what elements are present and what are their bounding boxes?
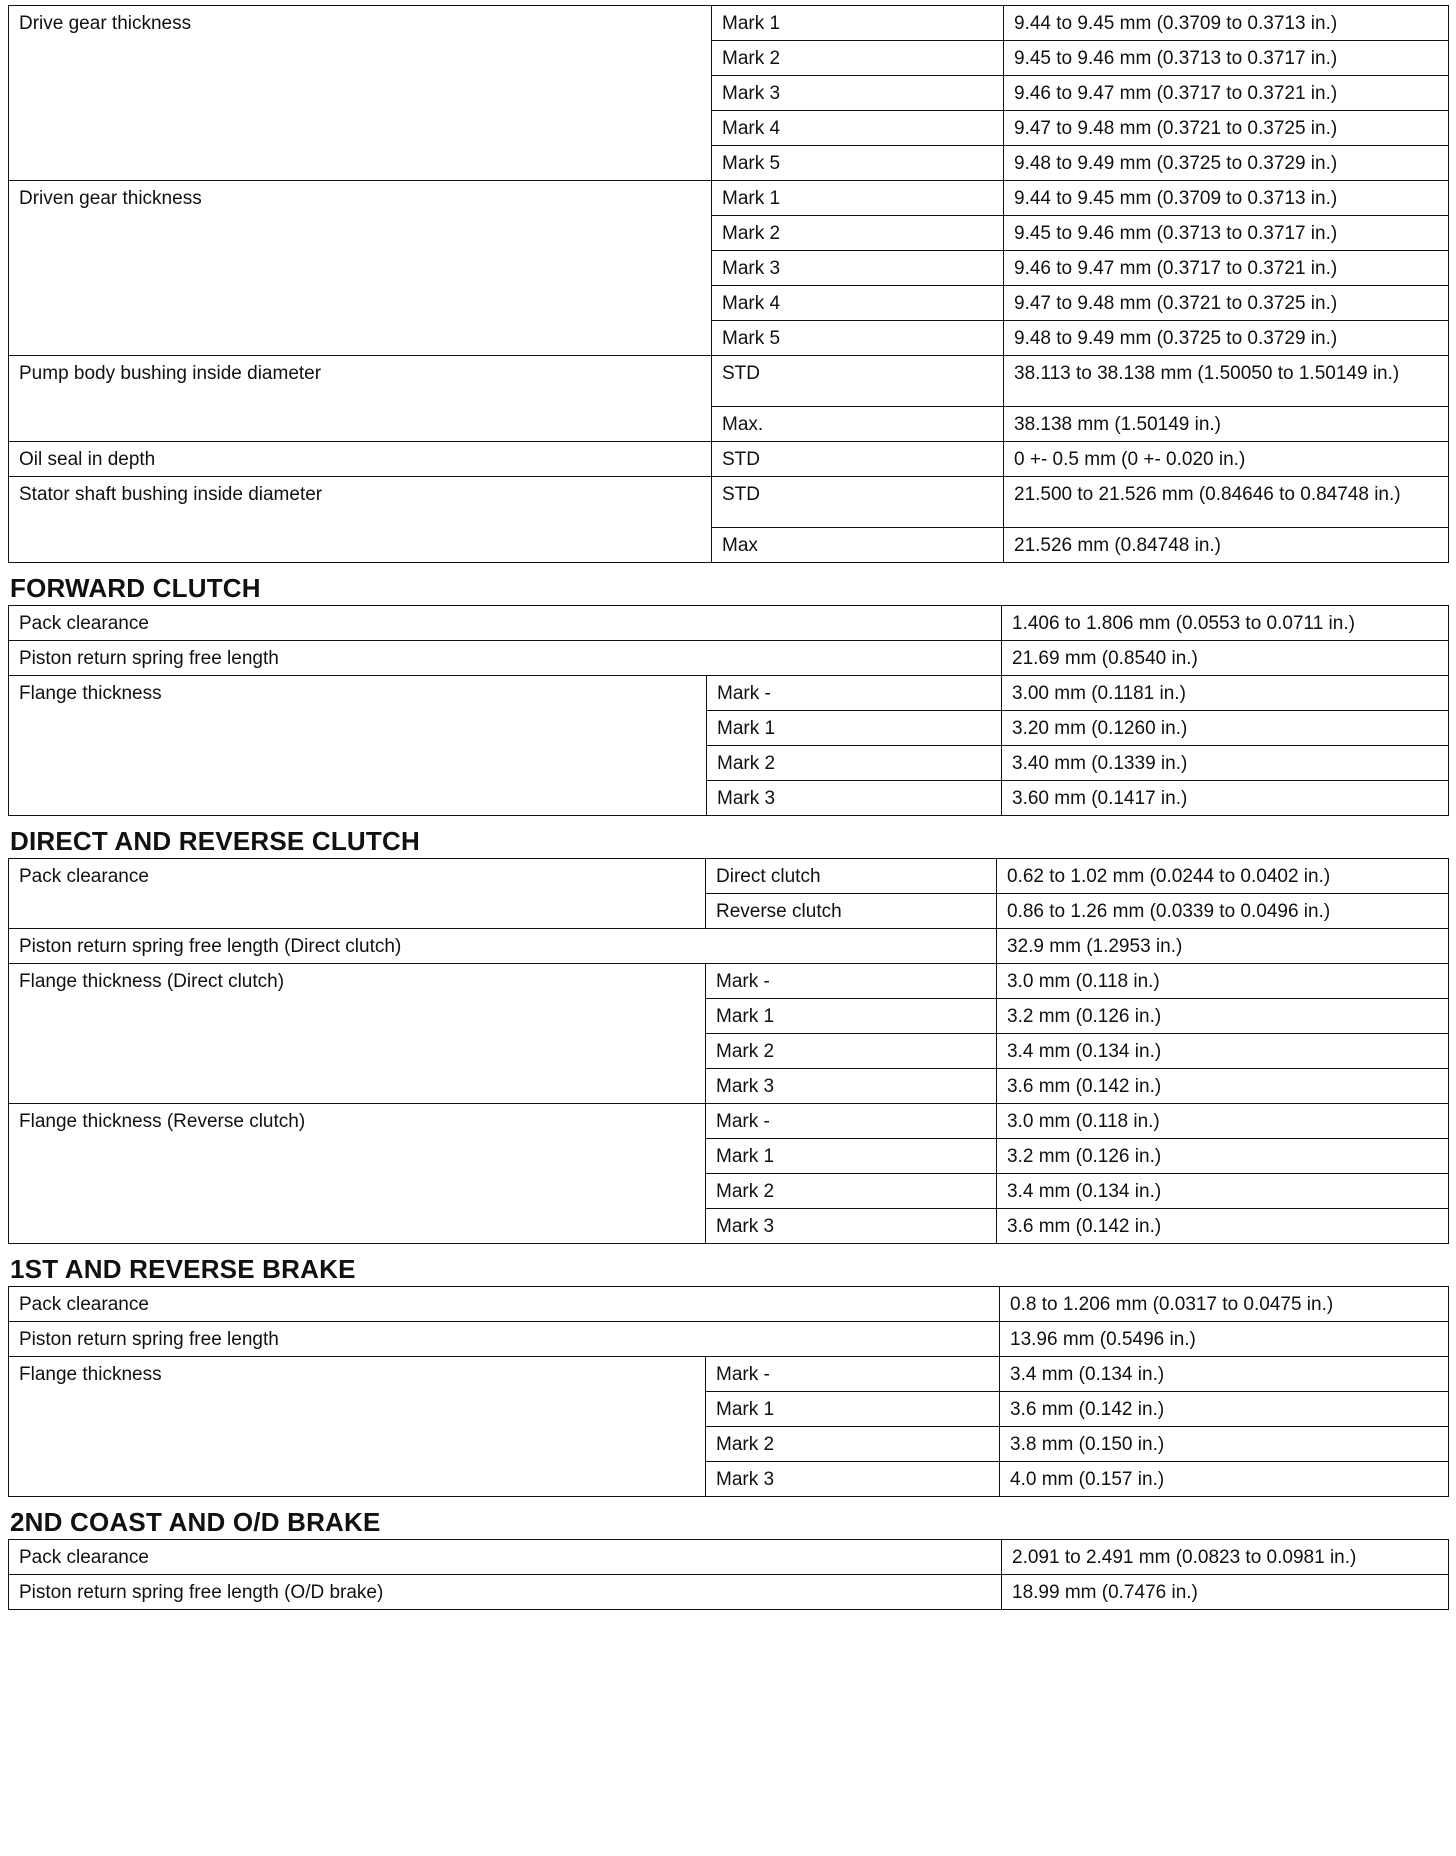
value-cell: 9.48 to 9.49 mm (0.3725 to 0.3729 in.) [1004,321,1449,356]
second-coast-od-brake-heading: 2ND COAST AND O/D BRAKE [10,1507,381,1537]
mark-cell: Mark 2 [706,1174,997,1209]
pack-clearance-label: Pack clearance [9,1287,1000,1322]
mark-cell: Mark - [706,964,997,999]
mark-cell: Mark - [706,1357,1000,1392]
value-cell: 9.47 to 9.48 mm (0.3721 to 0.3725 in.) [1004,111,1449,146]
table-row [9,1575,1449,1610]
table-row [9,356,1449,407]
forward-clutch-heading: FORWARD CLUTCH [10,573,261,603]
drive-gear-thickness-label: Drive gear thickness [9,6,712,181]
table-row [9,442,1449,477]
table-row [9,676,1449,711]
value-cell: 3.20 mm (0.1260 in.) [1002,711,1449,746]
pack-clearance-label: Pack clearance [9,606,1002,641]
mark-cell: Mark - [706,1104,997,1139]
mark-cell: Mark 3 [706,1462,1000,1497]
pack-clearance-label: Pack clearance [9,1540,1002,1575]
value-cell: 9.44 to 9.45 mm (0.3709 to 0.3713 in.) [1004,181,1449,216]
mark-cell: Mark 3 [706,1069,997,1104]
mark-cell: Mark 3 [712,251,1004,286]
value-cell: 21.69 mm (0.8540 in.) [1002,641,1449,676]
oil-seal-depth-label: Oil seal in depth [9,442,712,477]
value-cell: 21.526 mm (0.84748 in.) [1004,528,1449,563]
value-cell: 9.45 to 9.46 mm (0.3713 to 0.3717 in.) [1004,216,1449,251]
mark-cell: Mark 4 [712,286,1004,321]
mark-cell: Mark 1 [706,999,997,1034]
value-cell: 0.8 to 1.206 mm (0.0317 to 0.0475 in.) [1000,1287,1449,1322]
value-cell: 3.2 mm (0.126 in.) [997,999,1449,1034]
value-cell: 3.8 mm (0.150 in.) [1000,1427,1449,1462]
value-cell: 3.40 mm (0.1339 in.) [1002,746,1449,781]
value-cell: 32.9 mm (1.2953 in.) [997,929,1449,964]
value-cell: 4.0 mm (0.157 in.) [1000,1462,1449,1497]
value-cell: 9.46 to 9.47 mm (0.3717 to 0.3721 in.) [1004,251,1449,286]
value-cell: 9.48 to 9.49 mm (0.3725 to 0.3729 in.) [1004,146,1449,181]
mark-cell: Mark 2 [706,1034,997,1069]
value-cell: 3.60 mm (0.1417 in.) [1002,781,1449,816]
direct-reverse-clutch-heading: DIRECT AND REVERSE CLUTCH [10,826,420,856]
value-cell: 3.00 mm (0.1181 in.) [1002,676,1449,711]
value-cell: 2.091 to 2.491 mm (0.0823 to 0.0981 in.) [1002,1540,1449,1575]
mark-cell: Mark 3 [706,1209,997,1244]
table-row [9,1322,1449,1357]
value-cell: 3.0 mm (0.118 in.) [997,1104,1449,1139]
value-cell: 13.96 mm (0.5496 in.) [1000,1322,1449,1357]
clutch-cell: Reverse clutch [706,894,997,929]
table-row [9,1287,1449,1322]
mark-cell: Mark 5 [712,146,1004,181]
value-cell: 0.86 to 1.26 mm (0.0339 to 0.0496 in.) [997,894,1449,929]
flange-thickness-reverse-label: Flange thickness (Reverse clutch) [9,1104,706,1244]
value-cell: 3.4 mm (0.134 in.) [997,1034,1449,1069]
mark-cell: STD [712,477,1004,528]
value-cell: 21.500 to 21.526 mm (0.84646 to 0.84748 in.) [1004,477,1449,528]
stator-shaft-bushing-label: Stator shaft bushing inside diameter [9,477,712,563]
forward-clutch-table [8,605,1449,816]
value-cell: 0.62 to 1.02 mm (0.0244 to 0.0402 in.) [997,859,1449,894]
table-row [9,1357,1449,1392]
value-cell: 9.47 to 9.48 mm (0.3721 to 0.3725 in.) [1004,286,1449,321]
driven-gear-thickness-label: Driven gear thickness [9,181,712,356]
mark-cell: STD [712,356,1004,407]
value-cell: 38.138 mm (1.50149 in.) [1004,407,1449,442]
table-row [9,859,1449,894]
oil-pump-spec-table [8,5,1449,563]
mark-cell: Mark 1 [712,6,1004,41]
flange-thickness-label: Flange thickness [9,676,707,816]
first-reverse-brake-table [8,1286,1449,1497]
spring-length-label: Piston return spring free length [9,641,1002,676]
mark-cell: Mark 2 [712,216,1004,251]
value-cell: 3.4 mm (0.134 in.) [1000,1357,1449,1392]
mark-cell: Mark - [707,676,1002,711]
value-cell: 9.44 to 9.45 mm (0.3709 to 0.3713 in.) [1004,6,1449,41]
flange-thickness-label: Flange thickness [9,1357,706,1497]
mark-cell: Mark 5 [712,321,1004,356]
value-cell: 3.6 mm (0.142 in.) [1000,1392,1449,1427]
clutch-cell: Direct clutch [706,859,997,894]
table-row [9,1104,1449,1139]
mark-cell: Mark 1 [707,711,1002,746]
mark-cell: Max [712,528,1004,563]
value-cell: 3.6 mm (0.142 in.) [997,1069,1449,1104]
pump-body-bushing-label: Pump body bushing inside diameter [9,356,712,442]
value-cell: 3.0 mm (0.118 in.) [997,964,1449,999]
mark-cell: Mark 2 [712,41,1004,76]
second-coast-od-brake-table [8,1539,1449,1610]
value-cell: 38.113 to 38.138 mm (1.50050 to 1.50149 in.) [1004,356,1449,407]
spring-length-label: Piston return spring free length [9,1322,1000,1357]
mark-cell: Mark 2 [707,746,1002,781]
value-cell: 3.2 mm (0.126 in.) [997,1139,1449,1174]
table-row [9,1540,1449,1575]
table-row [9,181,1449,216]
mark-cell: Max. [712,407,1004,442]
value-cell: 9.45 to 9.46 mm (0.3713 to 0.3717 in.) [1004,41,1449,76]
mark-cell: Mark 1 [712,181,1004,216]
spec-page [8,5,1448,1610]
direct-reverse-clutch-table [8,858,1449,1244]
value-cell: 1.406 to 1.806 mm (0.0553 to 0.0711 in.) [1002,606,1449,641]
pack-clearance-label: Pack clearance [9,859,706,929]
flange-thickness-direct-label: Flange thickness (Direct clutch) [9,964,706,1104]
mark-cell: Mark 3 [712,76,1004,111]
mark-cell: STD [712,442,1004,477]
mark-cell: Mark 3 [707,781,1002,816]
mark-cell: Mark 1 [706,1139,997,1174]
mark-cell: Mark 1 [706,1392,1000,1427]
value-cell: 0 +- 0.5 mm (0 +- 0.020 in.) [1004,442,1449,477]
spring-length-label: Piston return spring free length (O/D brake) [9,1575,1002,1610]
value-cell: 3.4 mm (0.134 in.) [997,1174,1449,1209]
first-reverse-brake-heading: 1ST AND REVERSE BRAKE [10,1254,356,1284]
table-row [9,929,1449,964]
table-row [9,641,1449,676]
table-row [9,964,1449,999]
value-cell: 18.99 mm (0.7476 in.) [1002,1575,1449,1610]
mark-cell: Mark 4 [712,111,1004,146]
value-cell: 9.46 to 9.47 mm (0.3717 to 0.3721 in.) [1004,76,1449,111]
mark-cell: Mark 2 [706,1427,1000,1462]
table-row [9,606,1449,641]
value-cell: 3.6 mm (0.142 in.) [997,1209,1449,1244]
spring-length-label: Piston return spring free length (Direct clutch) [9,929,997,964]
table-row [9,6,1449,41]
table-row [9,477,1449,528]
